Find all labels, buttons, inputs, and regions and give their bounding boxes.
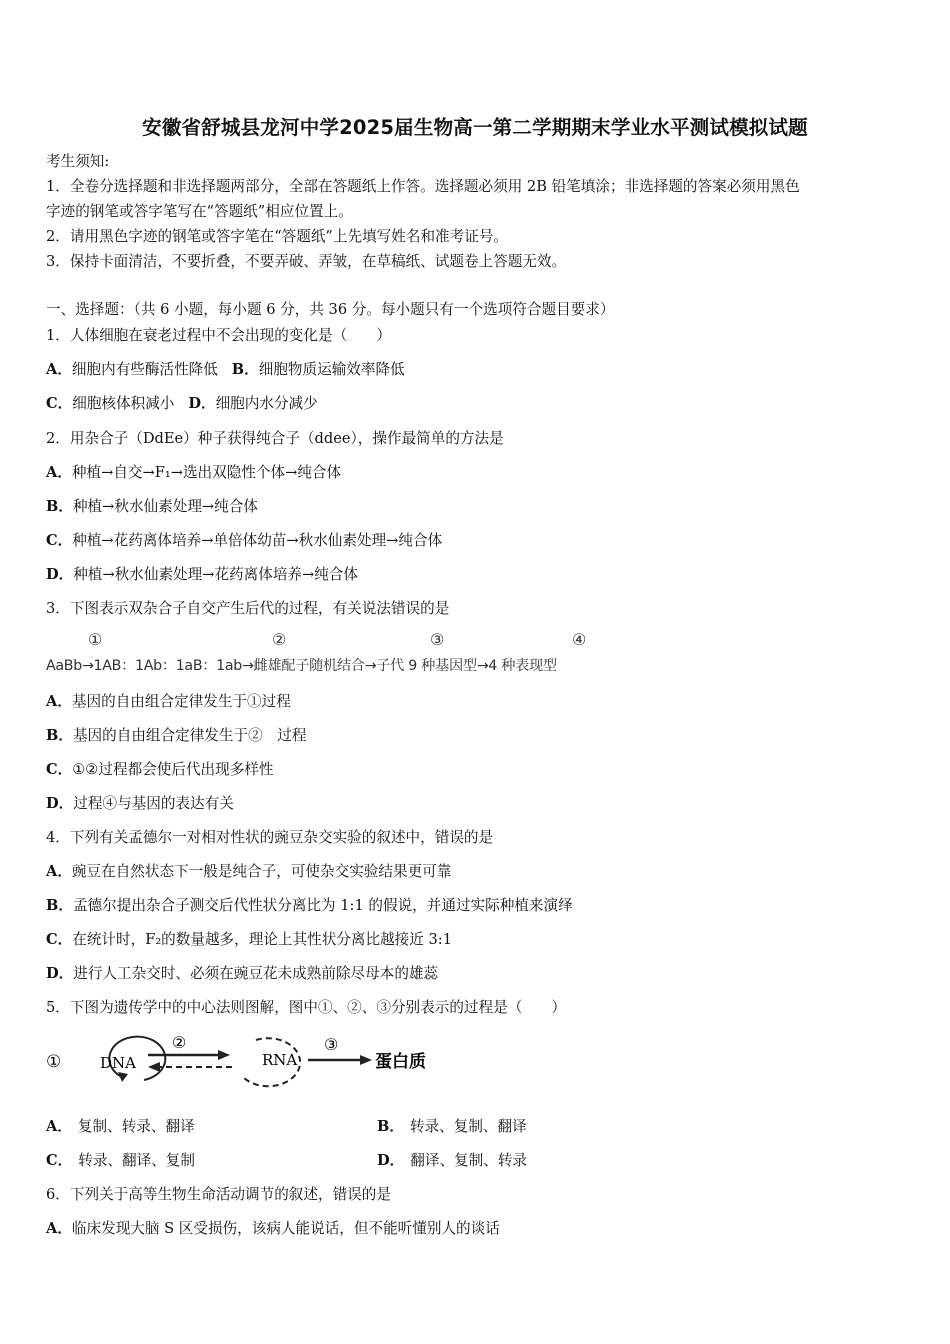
option-letter: C．	[46, 395, 73, 412]
question-1-stem: 1．人体细胞在衰老过程中不会出现的变化是（ ）	[46, 327, 391, 344]
figure-marker-1: ①	[88, 630, 103, 649]
question-1-options-ab	[46, 360, 405, 380]
notice-item-1-cont: 字迹的钢笔或答字笔写在“答题纸”相应位置上。	[46, 203, 353, 220]
diagram-rna: RNA	[262, 1051, 298, 1069]
notice-item-2: 2．请用黑色字迹的钢笔或答字笔在“答题纸”上先填写姓名和准考证号。	[46, 228, 509, 245]
diagram-dna: DNA	[100, 1054, 136, 1072]
option-letter: D．	[188, 395, 216, 412]
question-4-option-b: B．孟德尔提出杂合子测交后代性状分离比为 1:1 的假说，并通过实际种植来演绎	[46, 897, 573, 914]
question-3-option-b: B．基因的自由组合定律发生于② 过程	[46, 727, 307, 744]
notice-item-1: 1．全卷分选择题和非选择题两部分，全部在答题纸上作答。选择题必须用 2B 铅笔填涂；非选择题的答案必须用黑色	[46, 178, 800, 195]
option-letter: B．	[231, 361, 259, 378]
figure-process-text: AaBb→1AB：1Ab：1aB：1ab→雌雄配子随机结合→子代 9 种基因型→4 种表现型	[46, 658, 557, 674]
figure-marker-3: ③	[430, 630, 445, 649]
question-2-option-a: A．种植→自交→F₁→选出双隐性个体→纯合体	[46, 464, 342, 481]
question-2-option-c: C．种植→花药离体培养→单倍体幼苗→秋水仙素处理→纯合体	[46, 532, 443, 549]
diagram-marker-3: ③	[324, 1035, 339, 1054]
central-dogma-diagram	[44, 1030, 454, 1090]
question-4-option-c: C．在统计时，F₂的数量越多，理论上其性状分离比越接近 3:1	[46, 931, 452, 948]
question-5-stem: 5．下图为遗传学中的中心法则图解，图中①、②、③分别表示的过程是（ ）	[46, 999, 567, 1016]
question-2-stem: 2．用杂合子（DdEe）种子获得纯合子（ddee），操作最简单的方法是	[46, 430, 504, 447]
question-1-options-cd	[46, 394, 318, 414]
question-4-option-d: D．进行人工杂交时、必须在豌豆花未成熟前除尽母本的雄蕊	[46, 965, 439, 982]
question-5-option-b: B． 转录、复制、翻译	[377, 1118, 527, 1135]
question-3-stem: 3．下图表示双杂合子自交产生后代的过程，有关说法错误的是	[46, 600, 450, 617]
reverse-transcription-arrowhead	[148, 1062, 160, 1072]
option-letter: A．	[46, 361, 72, 378]
diagram-marker-1: ①	[46, 1052, 62, 1072]
notice-heading: 考生须知:	[46, 153, 110, 170]
option-a: 细胞内有些酶活性降低	[71, 361, 218, 378]
option-d: 细胞内水分减少	[215, 395, 318, 412]
notice-item-3: 3．保持卡面清洁，不要折叠，不要弄破、弄皱，在草稿纸、试题卷上答题无效。	[46, 253, 567, 270]
figure-marker-2: ②	[272, 630, 287, 649]
question-2-option-b: B．种植→秋水仙素处理→纯合体	[46, 498, 258, 515]
diagram-protein: 蛋白质	[375, 1052, 426, 1072]
question-6-stem: 6．下列关于高等生物生命活动调节的叙述，错误的是	[46, 1186, 391, 1203]
question-5-option-a: A． 复制、转录、翻译	[46, 1118, 195, 1135]
diagram-marker-2: ②	[172, 1033, 187, 1052]
replication-arrowhead	[118, 1072, 128, 1082]
question-4-stem: 4．下列有关孟德尔一对相对性状的豌豆杂交实验的叙述中，错误的是	[46, 829, 494, 846]
question-4-option-a: A．豌豆在自然状态下一般是纯合子，可使杂交实验结果更可靠	[46, 863, 452, 880]
question-6-option-a: A．临床发现大脑 S 区受损伤，该病人能说话，但不能听懂别人的谈话	[46, 1220, 500, 1237]
transcription-arrowhead	[218, 1050, 230, 1060]
page-title: 安徽省舒城县龙河中学2025届生物高一第二学期期末学业水平测试模拟试题	[142, 116, 808, 139]
question-3-option-a: A．基因的自由组合定律发生于①过程	[46, 693, 291, 710]
question-5-option-c: C． 转录、翻译、复制	[46, 1152, 195, 1169]
question-3-option-d: D．过程④与基因的表达有关	[46, 795, 234, 812]
question-5-option-d: D． 翻译、复制、转录	[377, 1152, 528, 1169]
option-b: 细胞物质运输效率降低	[258, 361, 405, 378]
figure-marker-4: ④	[572, 630, 587, 649]
option-c: 细胞核体积减小	[72, 395, 175, 412]
question-2-option-d: D．种植→秋水仙素处理→花药离体培养→纯合体	[46, 566, 359, 583]
translation-arrowhead	[360, 1055, 372, 1065]
question-3-option-c: C．①②过程都会使后代出现多样性	[46, 761, 274, 778]
section-heading: 一、选择题：（共 6 小题，每小题 6 分，共 36 分。每小题只有一个选项符合题目要求）	[46, 301, 615, 318]
